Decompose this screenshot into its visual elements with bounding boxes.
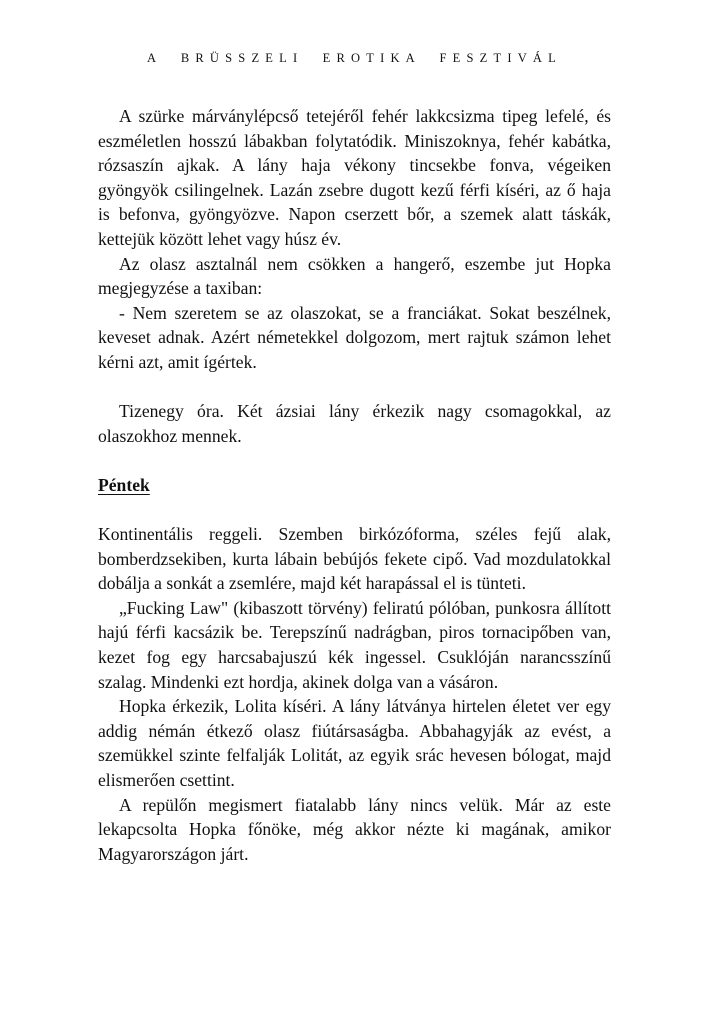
body-paragraph: Kontinentális reggeli. Szemben birkózóforma, széles fejű alak, bomberdzsekiben, kurta lábain bebújós fekete cipő. Vad mozdulatokkal dobálja a sonkát a zsemlére, majd két harapással el is tünteti. — [98, 524, 611, 594]
page-body — [98, 104, 611, 866]
body-paragraph: Az olasz asztalnál nem csökken a hangerő, eszembe jut Hopka megjegyzése a taxiban: — [98, 253, 611, 299]
body-paragraph: „Fucking Law" (kibaszott törvény) feliratú pólóban, punkosra állított hajú férfi kacsázik be. Terepszínű nadrágban, piros tornacipőben van, kezet fog egy harcsabajuszú kék ingessel. Csuklóján narancsszínű szalag. Mindenki ezt hordja, akinek dolga van a vásáron. — [98, 597, 611, 692]
dialogue-paragraph: - Nem szeretem se az olaszokat, se a franciákat. Sokat beszélnek, keveset adnak. Azért németekkel dolgozom, mert rajtuk számon lehet kérni azt, amit ígértek. — [98, 302, 611, 372]
paragraph-gap — [98, 498, 611, 523]
body-paragraph: Tizenegy óra. Két ázsiai lány érkezik nagy csomagokkal, az olaszokhoz mennek. — [98, 401, 611, 446]
section-heading: Péntek — [98, 474, 150, 495]
paragraph-gap — [98, 448, 611, 473]
paragraph-gap — [98, 375, 611, 400]
body-paragraph: A repülőn megismert fiatalabb lány nincs velük. Már az este lekapcsolta Hopka főnöke, még akkor nézte ki magának, amikor Magyarországon járt. — [98, 794, 611, 864]
body-paragraph: A szürke márványlépcső tetejéről fehér lakkcsizma tipeg lefelé, és eszméletlen hosszú lábakban folytatódik. Miniszoknya, fehér kabátka, rózsaszín ajkak. A lány haja vékony tincsekbe fonva, végeiken gyöngyök csilingelnek. Lazán zsebre dugott kezű férfi kíséri, az ő haja is befonva, gyöngyözve. Napon cserzett bőr, a szemek alatt táskák, kettejük között lehet vagy húsz év. — [98, 106, 611, 249]
body-paragraph: Hopka érkezik, Lolita kíséri. A lány látványa hirtelen életet ver egy addig némán étkező olasz fiútársaságba. Abbahagyják az evést, a szemükkel szinte felfalják Lolitát, az egyik srác hevesen bólogat, majd elismerően csettint. — [98, 696, 611, 791]
running-header: A BRÜSSZELI EROTIKA FESZTIVÁL — [146, 51, 562, 65]
